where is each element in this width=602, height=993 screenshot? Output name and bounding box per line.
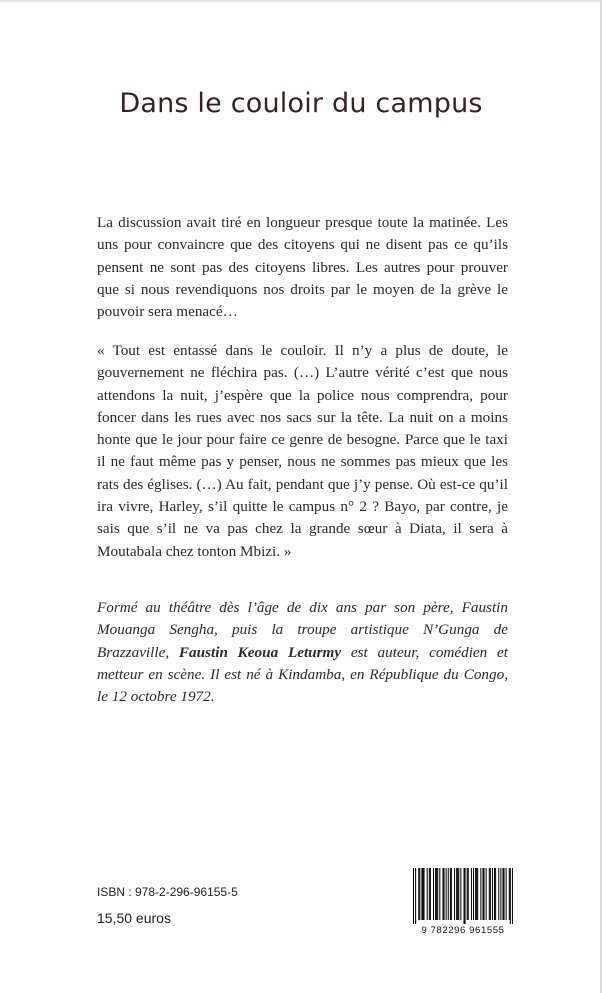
barcode-bar: [495, 868, 496, 920]
barcode-bar: [450, 868, 451, 920]
barcode-bar: [413, 868, 414, 924]
barcode-bar: [492, 868, 493, 920]
barcode: [413, 868, 513, 935]
barcode-bar: [473, 868, 474, 920]
barcode-bar: [419, 868, 420, 920]
barcode-bar: [446, 868, 447, 920]
barcode-bar: [458, 868, 459, 920]
barcode-bar: [429, 868, 430, 920]
barcode-bar: [490, 868, 491, 920]
excerpt-paragraph: « Tout est entassé dans le couloir. Il n’y a plus de doute, le gouvernement ne fléchira pas. (…) L’autre vérité c’est que nous attendons la nuit, j’espère que la police nous comprendra, pour foncer dans les rues avec nos sacs sur la tête. La nuit on a moins honte que le jour pour faire ce genre de besogne. Parce que le taxi il ne faut même pas y penser, nous ne sommes pas mieux que les rats des églises. (…) Au fait, pendant que j’y pense. Où est-ce qu’il ira vivre, Harley, s’il quitte le campus n° 2 ? Bayo, par contre, je sais que s’il ne va pas chez la grande sœur à Diata, il sera à Moutabala chez tonton Mbizi. »: [97, 342, 508, 560]
barcode-bar: [494, 868, 495, 920]
barcode-bar: [437, 868, 438, 920]
author-name: Faustin Keoua Leturmy: [178, 643, 342, 661]
barcode-bar: [436, 868, 437, 920]
author-bio-details: est auteur, comédien et metteur en scène. Il est né à Kindamba, en République du Congo, le 12 octobre 1972.: [97, 643, 509, 706]
barcode-bar: [433, 868, 434, 920]
barcode-bar: [506, 868, 507, 920]
barcode-bar: [476, 868, 477, 920]
barcode-bar: [465, 868, 466, 924]
barcode-bar: [477, 868, 478, 920]
barcode-bar: [480, 868, 481, 920]
barcode-bar: [502, 868, 503, 920]
barcode-number: 9 782296 961555: [421, 925, 505, 936]
author-bio: [97, 597, 508, 708]
barcode-bar: [509, 868, 510, 920]
barcode-bar: [439, 868, 440, 920]
barcode-bar: [454, 868, 455, 920]
author-bio-intro: Formé au théâtre dès l’âge de dix ans par son père, Faustin Mouanga Sengha, puis la troupe artistique N’Gunga de Brazzaville,: [97, 599, 508, 661]
barcode-bar: [471, 868, 472, 920]
barcode-bar: [451, 868, 452, 920]
barcode-bar: [475, 868, 476, 920]
barcode-bar: [424, 868, 425, 920]
barcode-bar: [430, 868, 431, 920]
barcode-bar: [427, 868, 428, 920]
barcode-bar: [484, 868, 485, 920]
barcode-bar: [460, 868, 461, 920]
barcode-bar: [456, 868, 457, 920]
barcode-bar: [421, 868, 422, 920]
barcode-bar: [489, 868, 490, 920]
barcode-bar: [504, 868, 505, 920]
barcode-bar: [498, 868, 499, 920]
barcode-bar: [468, 868, 469, 920]
book-title: Dans le couloir du campus: [119, 88, 483, 119]
barcode-bar: [482, 868, 483, 920]
barcode-bar: [442, 868, 443, 920]
isbn-label: ISBN : 978-2-296-96155-5: [97, 885, 238, 899]
barcode-bar: [418, 868, 419, 920]
price-label: 15,50 euros: [97, 910, 171, 926]
barcode-bar: [510, 868, 511, 924]
summary-paragraph: La discussion avait tiré en longueur presque toute la matinée. Les uns pour convaincre que des citoyens qui ne disent pas ce qu’ils pensent ne sont pas des citoyens libres. Les autres pour prouver que si nous revendiquons nos droits par le moyen de la grève le pouvoir sera menacé…: [97, 214, 508, 321]
barcode-bar: [435, 868, 436, 920]
barcode-bar: [512, 868, 513, 924]
barcode-bar: [457, 868, 458, 920]
barcode-bar: [467, 868, 468, 920]
barcode-bar: [415, 868, 416, 924]
top-edge-line: [0, 0, 602, 2]
barcode-bar: [444, 868, 445, 920]
barcode-bar: [422, 868, 423, 920]
barcode-bar: [486, 868, 487, 920]
barcode-bar: [448, 868, 449, 920]
barcode-bar: [500, 868, 501, 920]
barcode-bars: [413, 868, 513, 926]
barcode-bar: [464, 868, 465, 924]
